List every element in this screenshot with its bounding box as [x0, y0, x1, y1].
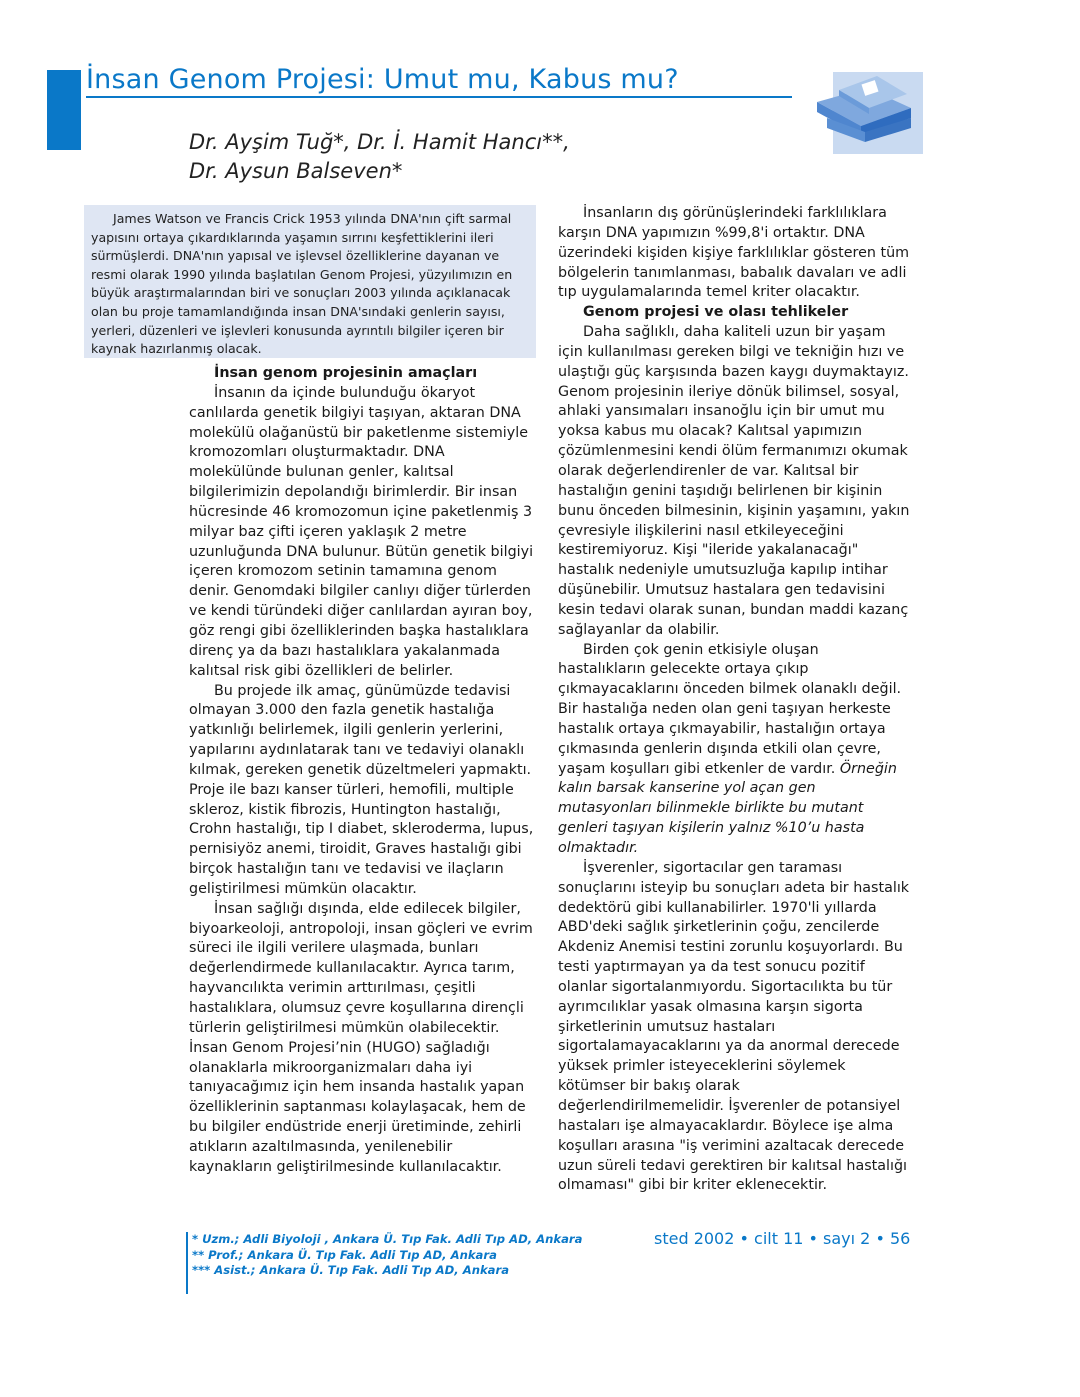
paragraph: İnsan sağlığı dışında, elde edilecek bilgiler, biyoarkeoloji, antropoloji, insan göçleri ve evrim süreci ile ilgili verilere ulaşmada, bunları değerlendirmede kullanılacaktır. Ayrıca tarım, hayvancılıkta verimin arttırılması, çeşitli hastalıklara, olumsuz çevre koşullarına dirençli türlerin geliştirilmesi mümkün olabilecektir. İnsan Genom Projesi’nin (HUGO) sağladığı olanaklarla mikroorganizmaları daha iyi tanıyacağımız için hem insanda hastalık yapan özelliklerinin saptanması kolaylaşacak, hem de bu bilgiler endüstride enerji üretiminde, zehirli atıkların azaltılmasında, yenilenebilir kaynakların geliştirilmesinde kullanılacaktır.: [189, 900, 533, 1175]
paragraph-text: Birden çok genin etkisiyle oluşan hastalıkların gelecekte ortaya çıkıp çıkmayacaklarını önceden bilmek olanaklı değil. Bir hastalığa neden olan geni taşıyan herkeste hastalık ortaya çıkmayabilir, hastalığın ortaya çıkmasında genlerin dışında etkili olan çevre, yaşam koşulları gibi etkenler de vardır.: [558, 641, 902, 777]
section-heading-risks: Genom projesi ve olası tehlikeler: [583, 304, 849, 321]
abstract-box: James Watson ve Francis Crick 1953 yılında DNA'nın çift sarmal yapısını ortaya çıkardıklarında yaşamın sırrını keşfettiklerini ileri sürmüşlerdi. DNA'nın yapısal ve işlevsel özelliklerine dayanan ve resmi olarak 1990 yılında başlatılan Genom Projesi, yüzyılımızın en büyük araştırmalarından biri ve sonuçları 2003 yılında açıklanacak olan bu proje tamamlandığında insan DNA'sındaki genlerin sayısı, yerleri, düzenleri ve işlevleri konusunda ayrıntılı bilgiler içeren bir kaynak hazırlanmış olacak.: [84, 205, 536, 358]
right-column: [558, 204, 910, 1196]
paragraph: Daha sağlıklı, daha kaliteli uzun bir yaşam için kullanılması gereken bilgi ve tekniğin hızı ve ulaştığı güç karşısında bazen kaygı duymaktayız. Genom projesinin ileriye dönük bilimsel, sosyal, ahlaki yansımaları insanoğlu için bir umut mu yoksa kabus mu olacak? Kalıtsal yapımızın çözümlenmesini kendi ölüm fermanımızı okumak olarak değerlendirenler de var. Kalıtsal bir hastalığın genini taşıdığı belirlenen bir kişinin bunu önceden bilmesinin, kişinin yaşamını, yakın çevresiyle ilişkilerini nasıl etkileyeceğini kestiremiyoruz. Kişi "ileride yakalanacağı" hastalık nedeniyle umutsuzluğa kapılıp intihar düşünebilir. Umutsuz hastalara gen tedavisini kesin tedavi olarak sunan, bundan maddi kazanç sağlayanlar da olabilir.: [558, 324, 910, 638]
paragraph: İnsanların dış görünüşlerindeki farklılıklara karşın DNA yapımızın %99,8'i ortaktır. DNA üzerindeki kişiden kişiye farklılıklar gösteren tüm bölgelerin tanımlanması, babalık davaları ve adli tıp uygulamalarında temel kriter olacaktır.: [558, 205, 910, 301]
paragraph: Bu projede ilk amaç, günümüzde tedavisi olmayan 3.000 den fazla genetik hastalığa yatkınlığı belirlemek, ilgili genlerin yerlerini, yapılarını aydınlatarak tanı ve tedaviyi olanaklı kılmak, gereken genetik düzeltmeleri yapmaktı. Proje ile bazı kanser türleri, hemofili, multiple skleroz, kistik fibrozis, Huntington hastalığı, Crohn hastalığı, tip I diabet, skleroderma, lupus, pernisiyöz anemi, tiroidit, Graves hastalığı gibi birçok hastalığın tanı ve tedavisi ve ilaçların geliştirilmesi mümkün olacaktır.: [189, 682, 534, 897]
article-title: İnsan Genom Projesi: Umut mu, Kabus mu?: [86, 64, 679, 95]
paragraph-italic-text: Örneğin kalın barsak kanserine yol açan gen mutasyonları bilinmekle birlikte bu mutant genleri taşıyan kişilerin yalnız %10’u hasta olmaktadır.: [558, 760, 897, 856]
paragraph: İşverenler, sigortacılar gen taraması sonuçlarını isteyip bu sonuçları adeta bir hastalık dedektörü gibi kullanabilirler. 1970'li yıllarda ABD'deki sağlık şirketlerinin çoğu, zencilerde Akdeniz Anemisi testini zorunlu koşuyorlardı. Bu testi yaptırmayan ya da test sonucu pozitif olanlar sigortalanmıyordu. Sigortacılıkta bu tür ayrımcılıklar yasak olmasına karşın sigorta şirketlerinin umutsuz hastaları sigortalamayacaklarını ya da anormal derecede yüksek primler isteyeceklerini söylemek kötümser bir bakış olarak değerlendirilmemelidir. İşverenler de potansiyel hastaları işe almayacaklardır. Böylece işe alma koşulları arasına "iş verimini azaltacak derecede uzun süreli tedavi gerektiren bir kalıtsal hastalığı olmaması" gibi bir kriter eklenecektir.: [558, 859, 910, 1194]
paragraph-mixed: [558, 641, 910, 859]
left-column: [189, 364, 534, 1178]
authors: [189, 128, 570, 186]
footnotes: [186, 1232, 582, 1294]
authors-line-1: Dr. Ayşim Tuğ*, Dr. İ. Hamit Hancı**,: [189, 130, 570, 154]
title-underline: [86, 96, 792, 98]
section-heading-aims: İnsan genom projesinin amaçları: [214, 365, 478, 381]
paragraph: İnsanın da içinde bulunduğu ökaryot canlılarda genetik bilgiyi taşıyan, aktaran DNA molekülü olağanüstü bir paketlenme sistemiyle kromozomları oluşturmaktadır. DNA molekülünde bulunan genler, kalıtsal bilgilerimizin depolandığı birimlerdir. Bir insan hücresinde 46 kromozomun içine paketlenmiş 3 milyar baz çifti içeren yaklaşık 2 metre uzunluğunda DNA bulunur. Bütün genetik bilgiyi içeren kromozom setinin tamamına genom denir. Genomdaki bilgiler canlıyı diğer türlerden ve kendi türündeki diğer canlılardan ayıran boy, göz rengi gibi özelliklerinden başka hastalıklara direnç ya da bazı hastalıklara yakalanmada kalıtsal risk gibi özellikleri de belirler.: [189, 384, 534, 679]
footnote-2: ** Prof.; Ankara Ü. Tıp Fak. Adli Tıp AD, Ankara: [192, 1247, 497, 1262]
authors-line-2: Dr. Aysun Balseven*: [189, 159, 403, 183]
page-info: sted 2002 • cilt 11 • sayı 2 • 56: [654, 1229, 911, 1248]
footnote-1: * Uzm.; Adli Biyoloji , Ankara Ü. Tıp Fak. Adli Tıp AD, Ankara: [192, 1232, 583, 1246]
book-stack-icon: [815, 72, 923, 154]
title-accent-bar: [47, 70, 81, 150]
footnote-3: *** Asist.; Ankara Ü. Tıp Fak. Adli Tıp AD, Ankara: [192, 1263, 510, 1278]
